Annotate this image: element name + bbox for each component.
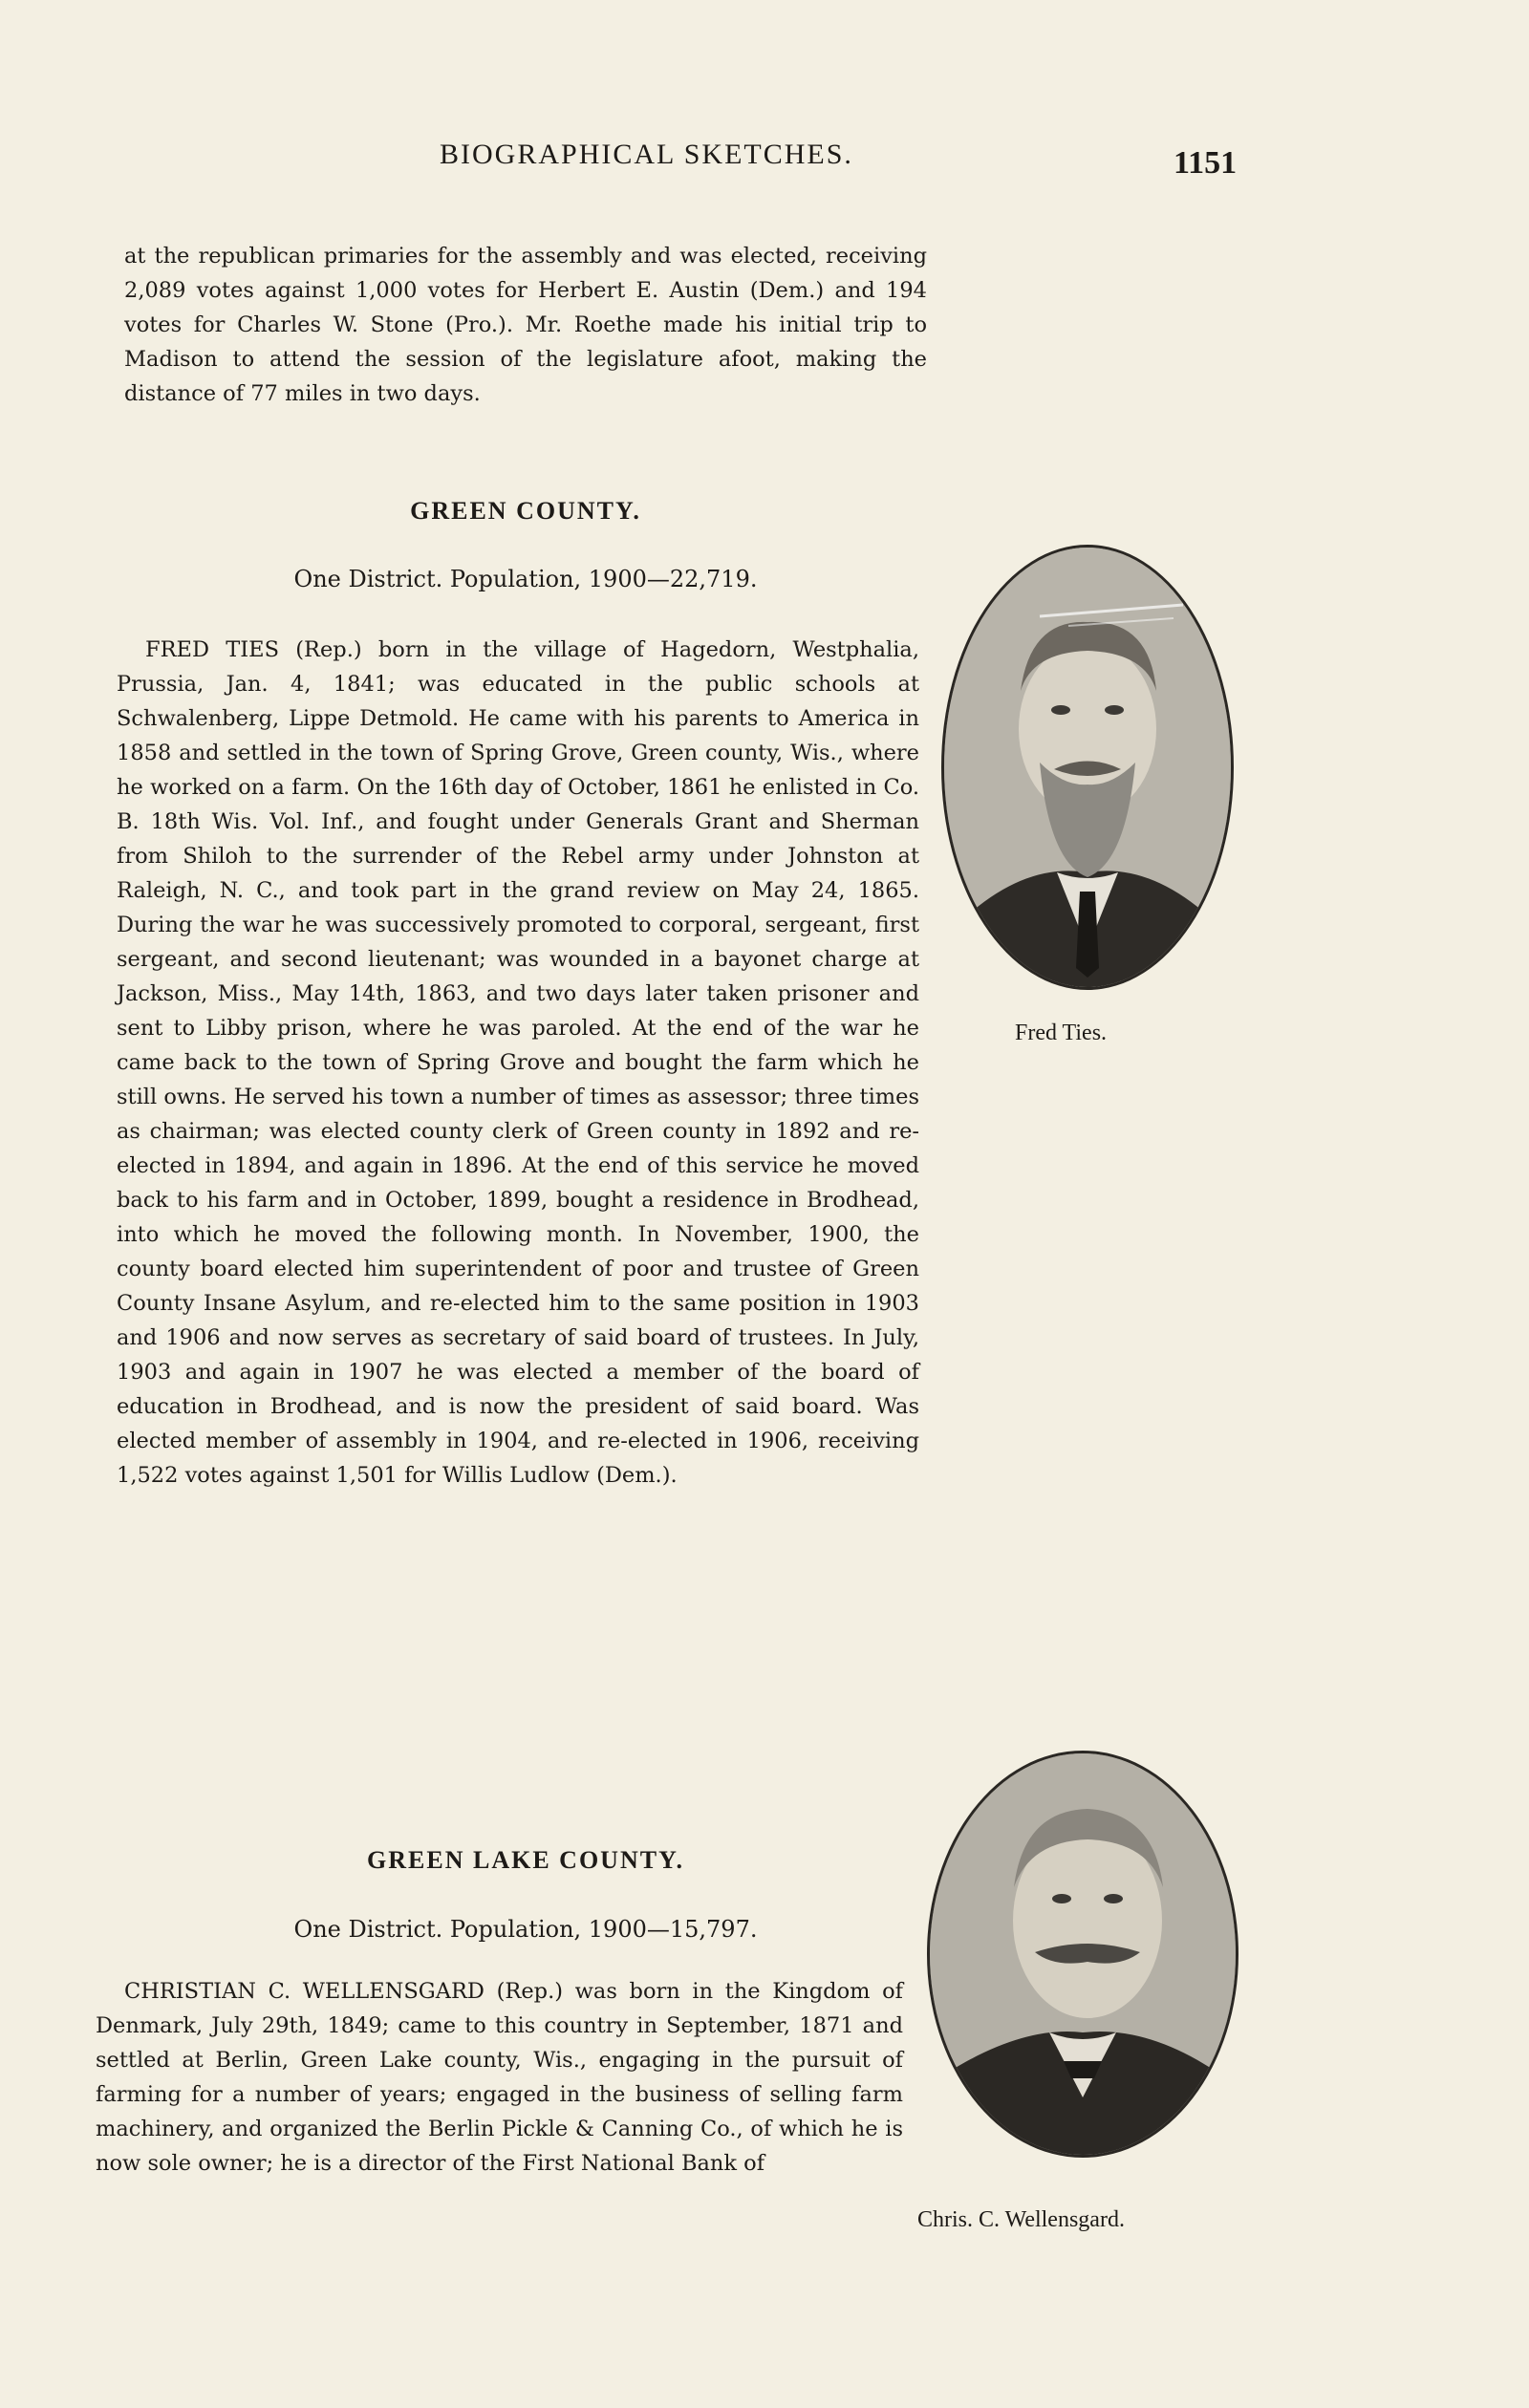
running-header: BIOGRAPHICAL SKETCHES. bbox=[440, 139, 853, 170]
continuation-paragraph: at the republican primaries for the assembly and was elected, receiving 2,089 votes against 1,000 votes for Herbert E. Austin (Dem.) and 194 votes for Charles W. Stone (Pro.). Mr. Roethe made his initial trip to Madison to attend the session of the legislature afoot, making the distance of 77 miles in two days. bbox=[124, 244, 927, 406]
bio-christian-wellensgard: CHRISTIAN C. WELLENSGARD (Rep.) was born in the Kingdom of Denmark, July 29th, 1849; came to this country in September, 1871 and settled at Berlin, Green Lake county, Wis., engaging in the pursuit of farming for a number of years; engaged in the business of selling farm machinery, and organized the Berlin Pickle & Canning Co., of which he is now sole owner; he is a director of the First National Bank of bbox=[96, 1979, 903, 2176]
caption-chris-wellensgard: Chris. C. Wellensgard. bbox=[917, 2207, 1125, 2232]
section-title-green-county: GREEN COUNTY. bbox=[410, 497, 641, 525]
portrait-chris-wellensgard bbox=[927, 1751, 1238, 2158]
portrait-fred-ties bbox=[941, 545, 1234, 990]
district-line-green-county: One District. Population, 1900—22,719. bbox=[293, 566, 758, 592]
caption-fred-ties: Fred Ties. bbox=[1015, 1021, 1108, 1045]
district-line-green-lake-county: One District. Population, 1900—15,797. bbox=[293, 1916, 758, 1943]
page-number: 1151 bbox=[1174, 145, 1238, 181]
section-title-green-lake-county: GREEN LAKE COUNTY. bbox=[367, 1846, 684, 1874]
bio-fred-ties: FRED TIES (Rep.) born in the village of Hagedorn, Westphalia, Prussia, Jan. 4, 1841; was educated in the public schools at Schwalenberg, Lippe Detmold. He came with his parents to America in 1858 and settled in the town of Spring Grove, Green county, Wis., where he worked on a farm. On the 16th day of October, 1861 he enlisted in Co. B. 18th Wis. Vol. Inf., and fought under Generals Grant and Sherman from Shiloh to the surrender of the Rebel army under Johnston at Raleigh, N. C., and took part in the grand review on May 24, 1865. During the war he was successively promoted to corporal, sergeant, first sergeant, and second lieutenant; was wounded in a bayonet charge at Jackson, Miss., May 14th, 1863, and two days later taken prisoner and sent to Libby prison, where he was paroled. At the end of the war he came back to the town of Spring Grove and bought the farm which he still owns. He served his town a number of times as assessor; three times as chairman; was elected county clerk of Green county in 1892 and re-elected in 1894, and again in 1896. At the end of this service he moved back to his farm and in October, 1899, bought a residence in Brodhead, into which he moved the following month. In November, 1900, the county board elected him superintendent of poor and trustee of Green County Insane Asylum, and re-elected him to the same position in 1903 and 1906 and now serves as secretary of said board of trustees. In July, 1903 and again in 1907 he was elected a member of the board of education in Brodhead, and is now the president of said board. Was elected member of assembly in 1904, and re-elected in 1906, receiving 1,522 votes against 1,501 for Willis Ludlow (Dem.). bbox=[117, 637, 919, 1488]
